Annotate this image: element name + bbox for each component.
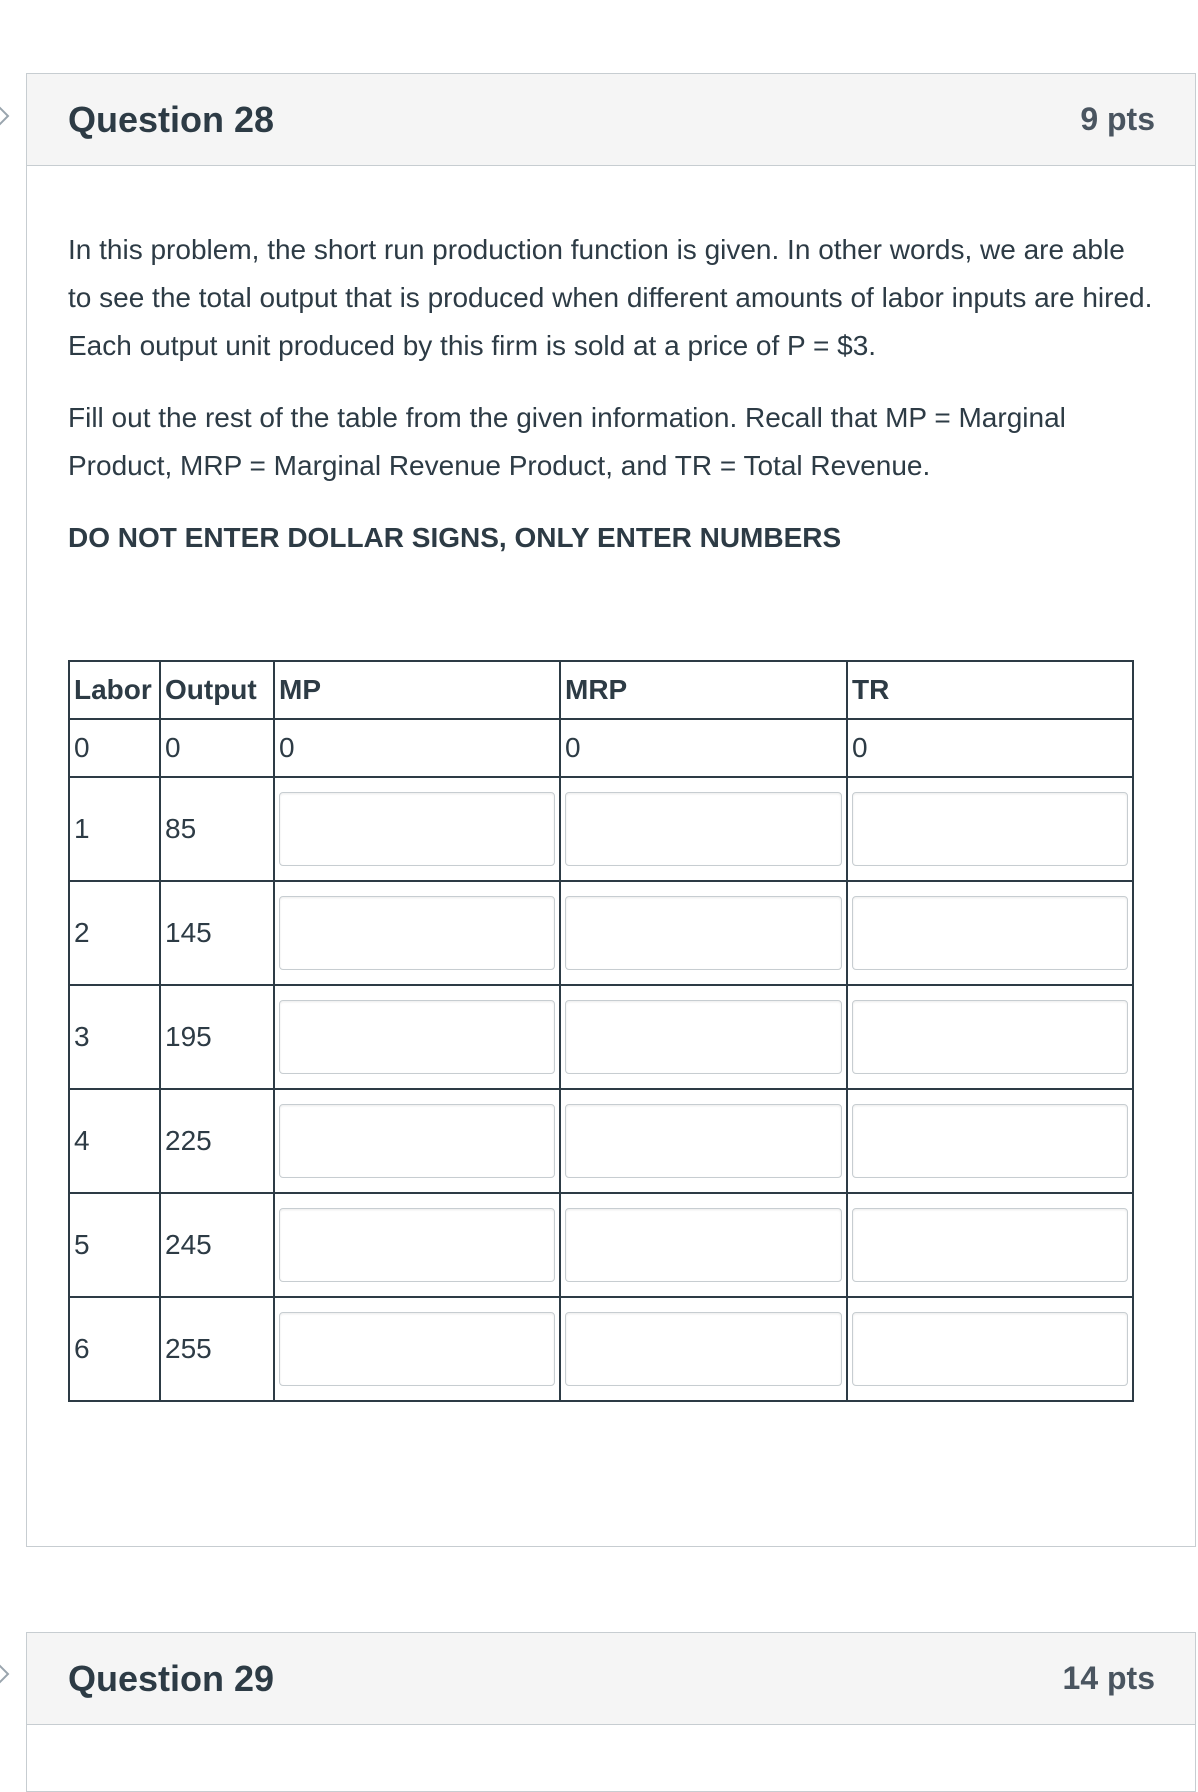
- table-row: [69, 777, 1133, 881]
- answer-table: [68, 660, 1134, 1402]
- table-header-row: [69, 661, 1133, 719]
- output-cell: 225: [160, 1089, 274, 1193]
- output-cell: 255: [160, 1297, 274, 1401]
- table-row: [69, 719, 1133, 777]
- mrp-input[interactable]: [565, 1208, 842, 1282]
- mp-input[interactable]: [279, 1312, 555, 1386]
- tr-input[interactable]: [852, 896, 1128, 970]
- table-row: [69, 1089, 1133, 1193]
- labor-cell: 2: [69, 881, 160, 985]
- mp-input[interactable]: [279, 1208, 555, 1282]
- table-cell: 0: [69, 719, 160, 777]
- table-row: [69, 985, 1133, 1089]
- question-text: Fill out the rest of the table from the given information. Recall that MP = Marginal Product, MRP = Marginal Revenue Product, and TR = Total Revenue.: [68, 402, 1066, 481]
- tr-input[interactable]: [852, 1104, 1128, 1178]
- question-points: 14 pts: [1062, 1660, 1155, 1696]
- mp-input[interactable]: [279, 1104, 555, 1178]
- mp-input[interactable]: [279, 896, 555, 970]
- table-header: MRP: [560, 661, 847, 719]
- question-header: [27, 1633, 1195, 1725]
- table-header: Output: [160, 661, 274, 719]
- table-header: MP: [274, 661, 560, 719]
- mrp-input[interactable]: [565, 896, 842, 970]
- question-text: In this problem, the short run production function is given. In other words, we are able to see the total output that is produced when different amounts of labor inputs are hired. Each output unit produced by this firm is sold at a price of P = $3.: [68, 234, 1153, 361]
- question-points: 9 pts: [1080, 101, 1155, 137]
- question-header: [27, 74, 1195, 166]
- table-row: [69, 1297, 1133, 1401]
- tr-input[interactable]: [852, 1312, 1128, 1386]
- mrp-input[interactable]: [565, 1104, 842, 1178]
- labor-cell: 3: [69, 985, 160, 1089]
- table-row: [69, 881, 1133, 985]
- mp-input[interactable]: [279, 792, 555, 866]
- table-header: Labor: [69, 661, 160, 719]
- expand-arrow-icon[interactable]: [0, 1662, 10, 1686]
- tr-input[interactable]: [852, 792, 1128, 866]
- output-cell: 245: [160, 1193, 274, 1297]
- table-cell: 0: [560, 719, 847, 777]
- labor-cell: 1: [69, 777, 160, 881]
- question-title: Question 29: [68, 1657, 275, 1699]
- question-title: Question 28: [68, 98, 275, 140]
- labor-cell: 6: [69, 1297, 160, 1401]
- mrp-input[interactable]: [565, 1000, 842, 1074]
- tr-input[interactable]: [852, 1000, 1128, 1074]
- output-cell: 145: [160, 881, 274, 985]
- output-cell: 85: [160, 777, 274, 881]
- mrp-input[interactable]: [565, 792, 842, 866]
- table-row: [69, 1193, 1133, 1297]
- labor-cell: 5: [69, 1193, 160, 1297]
- table-cell: 0: [274, 719, 560, 777]
- output-cell: 195: [160, 985, 274, 1089]
- question-instruction: DO NOT ENTER DOLLAR SIGNS, ONLY ENTER NUMBERS: [68, 522, 842, 553]
- question-card: [26, 73, 1196, 1547]
- table-cell: 0: [847, 719, 1133, 777]
- table-header: TR: [847, 661, 1133, 719]
- expand-arrow-icon[interactable]: [0, 104, 10, 128]
- tr-input[interactable]: [852, 1208, 1128, 1282]
- question-card: [26, 1632, 1196, 1792]
- mp-input[interactable]: [279, 1000, 555, 1074]
- labor-cell: 4: [69, 1089, 160, 1193]
- mrp-input[interactable]: [565, 1312, 842, 1386]
- table-cell: 0: [160, 719, 274, 777]
- question-body: [27, 166, 1195, 1402]
